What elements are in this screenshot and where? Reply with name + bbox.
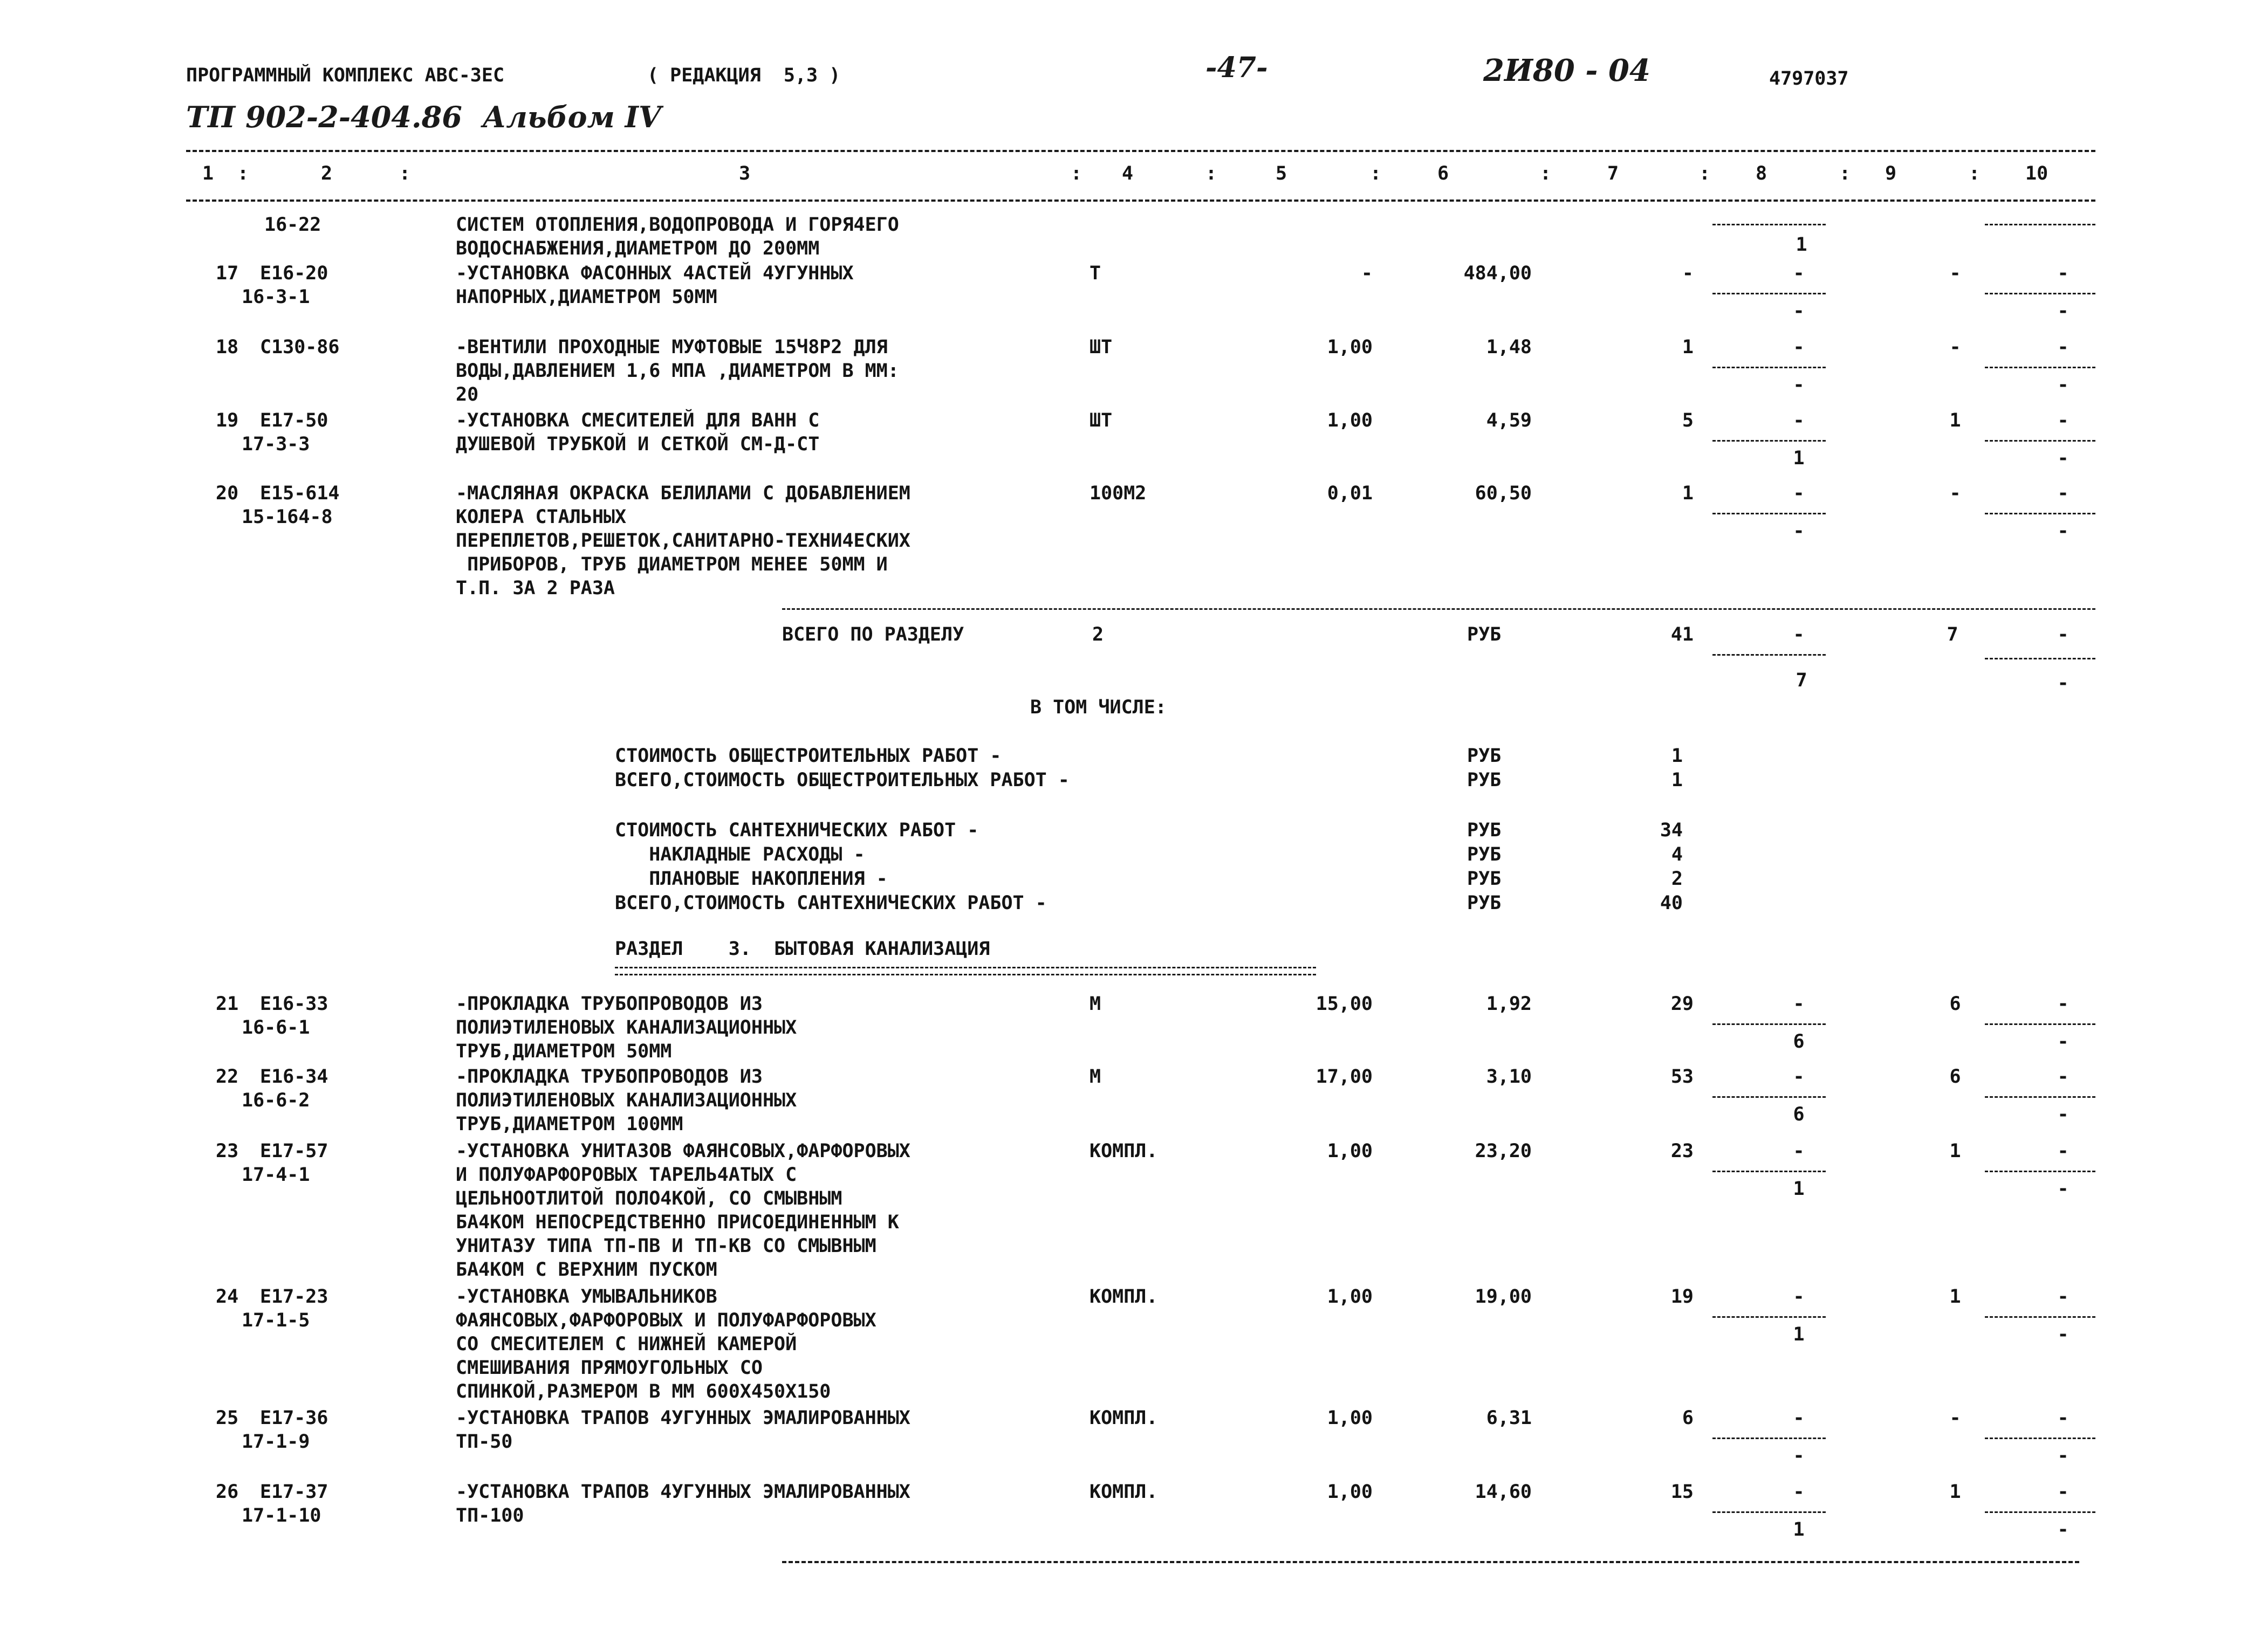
column-header-8: 8 (1756, 163, 1767, 184)
total-cost-cell: 5 (1682, 410, 1694, 431)
description-line: БА4КОМ НЕПОСРЕДСТВЕННО ПРИСОЕДИНЕННЫМ К (456, 1212, 899, 1233)
col9-cell: 1 (1949, 1481, 1961, 1503)
row-number: 18 (216, 336, 239, 358)
section-total-unit: РУБ (1467, 624, 1502, 645)
description-line: И ПОЛУФАРФОРОВЫХ ТАРЕЛЬ4АТЫХ С (456, 1164, 797, 1186)
description-line: ЦЕЛЬНООТЛИТОЙ ПОЛО4КОЙ, СО СМЫВНЫМ (456, 1188, 842, 1209)
description-line: ФАЯНСОВЫХ,ФАРФОРОВЫХ И ПОЛУФАРФОРОВЫХ (456, 1310, 876, 1331)
section-title-underline (615, 967, 1316, 975)
quantity-cell: - (1361, 263, 1373, 284)
resource-code: Е17-50 (260, 410, 328, 431)
col9-cell: 6 (1949, 993, 1961, 1015)
col10-fraction-bar (1985, 224, 2095, 225)
row-number: 24 (216, 1286, 239, 1308)
summary-unit: РУБ (1467, 844, 1502, 865)
column-separator: : (1699, 163, 1711, 184)
unit-cell: КОМПЛ. (1090, 1286, 1158, 1308)
col8-numerator: - (1793, 410, 1805, 431)
col10-denominator: - (2057, 1445, 2069, 1467)
col10-numerator: - (2057, 1286, 2069, 1308)
resource-code: Е17-37 (260, 1481, 328, 1503)
price-cell: 1,48 (1486, 336, 1532, 358)
col10-fraction-bar (1985, 1096, 2095, 1098)
col10-fraction-bar (1985, 1171, 2095, 1172)
norm-code: 15-164-8 (242, 506, 333, 528)
column-header-9: 9 (1885, 163, 1897, 184)
col8-numerator: - (1793, 1286, 1805, 1308)
col10-fraction-bar (1985, 1511, 2095, 1513)
description-line: -ВЕНТИЛИ ПРОХОДНЫЕ МУФТОВЫЕ 15Ч8Р2 ДЛЯ (456, 336, 888, 358)
summary-value: 4 (1671, 844, 1683, 865)
description-line: Т.П. ЗА 2 РАЗА (456, 577, 615, 599)
col8-fraction-bar (1712, 1316, 1826, 1318)
col10-fraction-bar (1985, 513, 2095, 514)
column-header-5: 5 (1276, 163, 1287, 184)
column-separator: : (1205, 163, 1217, 184)
summary-label: ПЛАНОВЫЕ НАКОПЛЕНИЯ - (615, 868, 888, 890)
col10-fraction-bar (1985, 1023, 2095, 1025)
unit-cell: М (1090, 993, 1101, 1015)
col8-numerator: - (1793, 1481, 1805, 1503)
total-cost-cell: 1 (1682, 483, 1694, 504)
col9-cell: - (1949, 483, 1961, 504)
description-line: ПОЛИЭТИЛЕНОВЫХ КАНАЛИЗАЦИОННЫХ (456, 1017, 797, 1038)
description-line: -ПРОКЛАДКА ТРУБОПРОВОДОВ ИЗ (456, 1066, 763, 1088)
col8-denominator: - (1793, 1445, 1805, 1467)
summary-unit: РУБ (1467, 820, 1502, 841)
norm-code: 16-22 (264, 214, 321, 236)
col10-numerator: - (2057, 263, 2069, 284)
program-title: ПРОГРАММНЫЙ КОМПЛЕКС АВС-ЗЕС (186, 65, 505, 86)
description-line: ВОДЫ,ДАВЛЕНИЕМ 1,6 МПА ,ДИАМЕТРОМ В ММ: (456, 360, 899, 382)
section-total-label: ВСЕГО ПО РАЗДЕЛУ (782, 624, 964, 645)
total-cost-cell: 29 (1670, 993, 1694, 1015)
description-line: -УСТАНОВКА УМЫВАЛЬНИКОВ (456, 1286, 717, 1308)
col8-numerator: - (1793, 993, 1805, 1015)
description-line: ПРИБОРОВ, ТРУБ ДИАМЕТРОМ МЕНЕЕ 50ММ И (456, 554, 888, 575)
price-cell: 4,59 (1486, 410, 1532, 431)
quantity-cell: 1,00 (1327, 1140, 1373, 1162)
price-cell: 1,92 (1486, 993, 1532, 1015)
col10-denominator: - (2057, 1178, 2069, 1200)
col8-denominator: 1 (1793, 448, 1805, 469)
description-line: ТРУБ,ДИАМЕТРОМ 50ММ (456, 1041, 672, 1062)
row-number: 25 (216, 1407, 239, 1429)
summary-value: 40 (1660, 892, 1683, 914)
description-line: 20 (456, 384, 479, 405)
description-line: ПОЛИЭТИЛЕНОВЫХ КАНАЛИЗАЦИОННЫХ (456, 1090, 797, 1111)
column-header-2: 2 (321, 163, 333, 184)
col8-fraction-bar (1712, 440, 1826, 442)
price-cell: 484,00 (1463, 263, 1532, 284)
summary-value: 34 (1660, 820, 1683, 841)
unit-cell: КОМПЛ. (1090, 1407, 1158, 1429)
norm-code: 17-4-1 (242, 1164, 310, 1186)
norm-code: 17-1-10 (242, 1505, 321, 1526)
norm-code: 16-6-2 (242, 1090, 310, 1111)
description-line: -УСТАНОВКА ТРАПОВ 4УГУННЫХ ЭМАЛИРОВАННЫХ (456, 1481, 910, 1503)
price-cell: 14,60 (1475, 1481, 1532, 1503)
description-line: -УСТАНОВКА ФАСОННЫХ 4АСТЕЙ 4УГУННЫХ (456, 263, 854, 284)
document-code: 2И80 - 04 (1483, 53, 1650, 88)
col8-denominator: - (1793, 520, 1805, 542)
col8-denominator: 6 (1793, 1031, 1805, 1053)
resource-code: Е15-614 (260, 483, 340, 504)
total-rule (782, 608, 2095, 610)
col10-numerator: - (2057, 410, 2069, 431)
summary-label: СТОИМОСТЬ ОБЩЕСТРОИТЕЛЬНЫХ РАБОТ - (615, 745, 1002, 767)
description-line: СПИНКОЙ,РАЗМЕРОМ В ММ 600Х450Х150 (456, 1381, 831, 1402)
description-line: ТРУБ,ДИАМЕТРОМ 100ММ (456, 1113, 683, 1135)
col10-numerator: - (2057, 624, 2069, 645)
unit-cell: ШТ (1090, 410, 1113, 431)
col10-denominator: - (2057, 1104, 2069, 1125)
description-line: КОЛЕРА СТАЛЬНЫХ (456, 506, 627, 528)
unit-cell: 100М2 (1090, 483, 1147, 504)
unit-cell: КОМПЛ. (1090, 1140, 1158, 1162)
col8-fraction-bar (1712, 1023, 1826, 1025)
column-separator: : (1071, 163, 1082, 184)
column-header-7: 7 (1607, 163, 1619, 184)
section-total-count: 2 (1092, 624, 1104, 645)
col10-numerator: - (2057, 1066, 2069, 1088)
resource-code: Е16-20 (260, 263, 328, 284)
col8-fraction-bar (1712, 1438, 1826, 1439)
total-cost-cell: - (1682, 263, 1694, 284)
column-header-4: 4 (1122, 163, 1134, 184)
description-line: ВОДОСНАБЖЕНИЯ,ДИАМЕТРОМ ДО 200ММ (456, 238, 820, 259)
description-line: СО СМЕСИТЕЛЕМ С НИЖНЕЙ КАМЕРОЙ (456, 1333, 797, 1355)
col10-numerator: - (2057, 1481, 2069, 1503)
including-heading: В ТОМ ЧИСЛЕ: (1030, 697, 1167, 718)
col10-denominator: - (2057, 1031, 2069, 1053)
summary-unit: РУБ (1467, 745, 1502, 767)
norm-code: 17-3-3 (242, 434, 310, 455)
col10-denominator: - (2057, 672, 2069, 694)
col8-fraction-bar (1712, 293, 1826, 294)
description-line: ДУШЕВОЙ ТРУБКОЙ И СЕТКОЙ СМ-Д-СТ (456, 434, 820, 455)
resource-code: Е16-33 (260, 993, 328, 1015)
summary-unit: РУБ (1467, 868, 1502, 890)
album-reference: ТП 902-2-404.86 Альбом IV (186, 100, 661, 134)
document-number: 4797037 (1769, 68, 1849, 90)
quantity-cell: 1,00 (1327, 336, 1373, 358)
row-number: 22 (216, 1066, 239, 1088)
col10-denominator: - (2057, 448, 2069, 469)
description-line: -УСТАНОВКА УНИТАЗОВ ФАЯНСОВЫХ,ФАРФОРОВЫХ (456, 1140, 910, 1162)
quantity-cell: 15,00 (1315, 993, 1373, 1015)
col10-numerator: - (2057, 993, 2069, 1015)
column-header-1: 1 (202, 163, 214, 184)
quantity-cell: 17,00 (1315, 1066, 1373, 1088)
col9-cell: 1 (1949, 1140, 1961, 1162)
norm-code: 16-3-1 (242, 286, 310, 308)
col10-numerator: - (2057, 336, 2069, 358)
col9-cell: 1 (1949, 1286, 1961, 1308)
col8-fraction-bar (1712, 224, 1826, 225)
description-line: -МАСЛЯНАЯ ОКРАСКА БЕЛИЛАМИ С ДОБАВЛЕНИЕМ (456, 483, 910, 504)
section-title: РАЗДЕЛ 3. БЫТОВАЯ КАНАЛИЗАЦИЯ (615, 938, 990, 960)
col8-denominator: 1 (1793, 1519, 1805, 1540)
price-cell: 6,31 (1486, 1407, 1532, 1429)
unit-cell: ШТ (1090, 336, 1113, 358)
total-cost-cell: 23 (1670, 1140, 1694, 1162)
col8-denominator: 6 (1793, 1104, 1805, 1125)
column-separator: : (1969, 163, 1981, 184)
page-number: -47- (1205, 51, 1268, 84)
col8-denominator: 1 (1793, 1324, 1805, 1345)
col8-denominator: 7 (1796, 670, 1807, 691)
col9-cell: 6 (1949, 1066, 1961, 1088)
unit-cell: М (1090, 1066, 1101, 1088)
col9-cell: 1 (1949, 410, 1961, 431)
col10-fraction-bar (1985, 1316, 2095, 1318)
summary-unit: РУБ (1467, 892, 1502, 914)
col8-denominator: - (1793, 374, 1805, 396)
col9-cell: 7 (1947, 624, 1958, 645)
row-number: 21 (216, 993, 239, 1015)
col8-numerator: - (1793, 1066, 1805, 1088)
total-cost-cell: 1 (1682, 336, 1694, 358)
col10-fraction-bar (1985, 440, 2095, 442)
norm-code: 17-1-9 (242, 1431, 310, 1453)
resource-code: С130-86 (260, 336, 340, 358)
description-line: УНИТАЗУ ТИПА ТП-ПВ И ТП-КВ СО СМЫВНЫМ (456, 1235, 876, 1257)
summary-label: НАКЛАДНЫЕ РАСХОДЫ - (615, 844, 865, 865)
column-separator: : (1839, 163, 1851, 184)
col10-fraction-bar (1985, 1438, 2095, 1439)
description-line: ПЕРЕПЛЕТОВ,РЕШЕТОК,САНИТАРНО-ТЕХНИ4ЕСКИХ (456, 530, 910, 552)
col8-numerator: - (1793, 483, 1805, 504)
quantity-cell: 0,01 (1327, 483, 1373, 504)
quantity-cell: 1,00 (1327, 1286, 1373, 1308)
col10-numerator: - (2057, 1407, 2069, 1429)
col10-denominator: - (2057, 300, 2069, 322)
col10-numerator: - (2057, 483, 2069, 504)
description-line: -УСТАНОВКА ТРАПОВ 4УГУННЫХ ЭМАЛИРОВАННЫХ (456, 1407, 910, 1429)
row-number: 17 (216, 263, 239, 284)
total-cost-cell: 15 (1670, 1481, 1694, 1503)
col8-fraction-bar (1712, 513, 1826, 514)
quantity-cell: 1,00 (1327, 1407, 1373, 1429)
resource-code: Е16-34 (260, 1066, 328, 1088)
col8-numerator: - (1793, 1407, 1805, 1429)
column-separator: : (1370, 163, 1382, 184)
resource-code: Е17-36 (260, 1407, 328, 1429)
description-line: ТП-50 (456, 1431, 513, 1453)
description-line: ТП-100 (456, 1505, 524, 1526)
resource-code: Е17-23 (260, 1286, 328, 1308)
footer-rule (782, 1561, 2079, 1563)
description-line: -УСТАНОВКА СМЕСИТЕЛЕЙ ДЛЯ ВАНН С (456, 410, 820, 431)
col8-numerator: - (1793, 336, 1805, 358)
column-separator: : (237, 163, 249, 184)
summary-value: 1 (1671, 745, 1683, 767)
col8-fraction-bar (1712, 654, 1826, 656)
row-number: 23 (216, 1140, 239, 1162)
description-line: БА4КОМ С ВЕРХНИМ ПУСКОМ (456, 1259, 717, 1281)
total-cost-cell: 53 (1670, 1066, 1694, 1088)
description-line: СМЕШИВАНИЯ ПРЯМОУГОЛЬНЫХ СО (456, 1357, 763, 1379)
col10-fraction-bar (1985, 658, 2095, 659)
col9-cell: - (1949, 1407, 1961, 1429)
row-number: 19 (216, 410, 239, 431)
col8-fraction-bar (1712, 1171, 1826, 1172)
col10-denominator: - (2057, 1324, 2069, 1345)
description-line: НАПОРНЫХ,ДИАМЕТРОМ 50ММ (456, 286, 717, 308)
price-cell: 60,50 (1475, 483, 1532, 504)
col8-fraction-bar (1712, 1511, 1826, 1513)
column-header-6: 6 (1437, 163, 1449, 184)
quantity-cell: 1,00 (1327, 410, 1373, 431)
header-rule-top (186, 150, 2095, 152)
edition-label: ( РЕДАКЦИЯ 5,3 ) (647, 65, 841, 86)
row-number: 20 (216, 483, 239, 504)
norm-code: 17-1-5 (242, 1310, 310, 1331)
col8-denominator: 1 (1796, 234, 1807, 256)
col8-denominator: 1 (1793, 1178, 1805, 1200)
col10-denominator: - (2057, 520, 2069, 542)
unit-cell: КОМПЛ. (1090, 1481, 1158, 1503)
price-cell: 23,20 (1475, 1140, 1532, 1162)
column-separator: : (399, 163, 411, 184)
header-rule-bottom (186, 200, 2095, 202)
column-separator: : (1540, 163, 1552, 184)
norm-code: 16-6-1 (242, 1017, 310, 1038)
col10-fraction-bar (1985, 367, 2095, 368)
summary-value: 1 (1671, 769, 1683, 791)
total-cost-cell: 6 (1682, 1407, 1694, 1429)
col9-cell: - (1949, 263, 1961, 284)
summary-label: ВСЕГО,СТОИМОСТЬ САНТЕХНИЧЕСКИХ РАБОТ - (615, 892, 1047, 914)
description-line: -ПРОКЛАДКА ТРУБОПРОВОДОВ ИЗ (456, 993, 763, 1015)
summary-unit: РУБ (1467, 769, 1502, 791)
col10-denominator: - (2057, 374, 2069, 396)
col10-numerator: - (2057, 1140, 2069, 1162)
price-cell: 19,00 (1475, 1286, 1532, 1308)
resource-code: Е17-57 (260, 1140, 328, 1162)
description-line: СИСТЕМ ОТОПЛЕНИЯ,ВОДОПРОВОДА И ГОРЯ4ЕГО (456, 214, 899, 236)
quantity-cell: 1,00 (1327, 1481, 1373, 1503)
col10-fraction-bar (1985, 293, 2095, 294)
col9-cell: - (1949, 336, 1961, 358)
price-cell: 3,10 (1486, 1066, 1532, 1088)
row-number: 26 (216, 1481, 239, 1503)
col8-numerator: - (1793, 1140, 1805, 1162)
summary-value: 2 (1671, 868, 1683, 890)
total-cost-cell: 19 (1670, 1286, 1694, 1308)
col8-fraction-bar (1712, 367, 1826, 368)
column-header-10: 10 (2025, 163, 2048, 184)
col8-numerator: - (1793, 263, 1805, 284)
column-header-3: 3 (739, 163, 751, 184)
col8-denominator: - (1793, 300, 1805, 322)
summary-label: ВСЕГО,СТОИМОСТЬ ОБЩЕСТРОИТЕЛЬНЫХ РАБОТ - (615, 769, 1070, 791)
col8-numerator: - (1793, 624, 1805, 645)
summary-label: СТОИМОСТЬ САНТЕХНИЧЕСКИХ РАБОТ - (615, 820, 979, 841)
unit-cell: Т (1090, 263, 1101, 284)
col8-fraction-bar (1712, 1096, 1826, 1098)
col10-denominator: - (2057, 1519, 2069, 1540)
section-total-cost: 41 (1670, 624, 1694, 645)
